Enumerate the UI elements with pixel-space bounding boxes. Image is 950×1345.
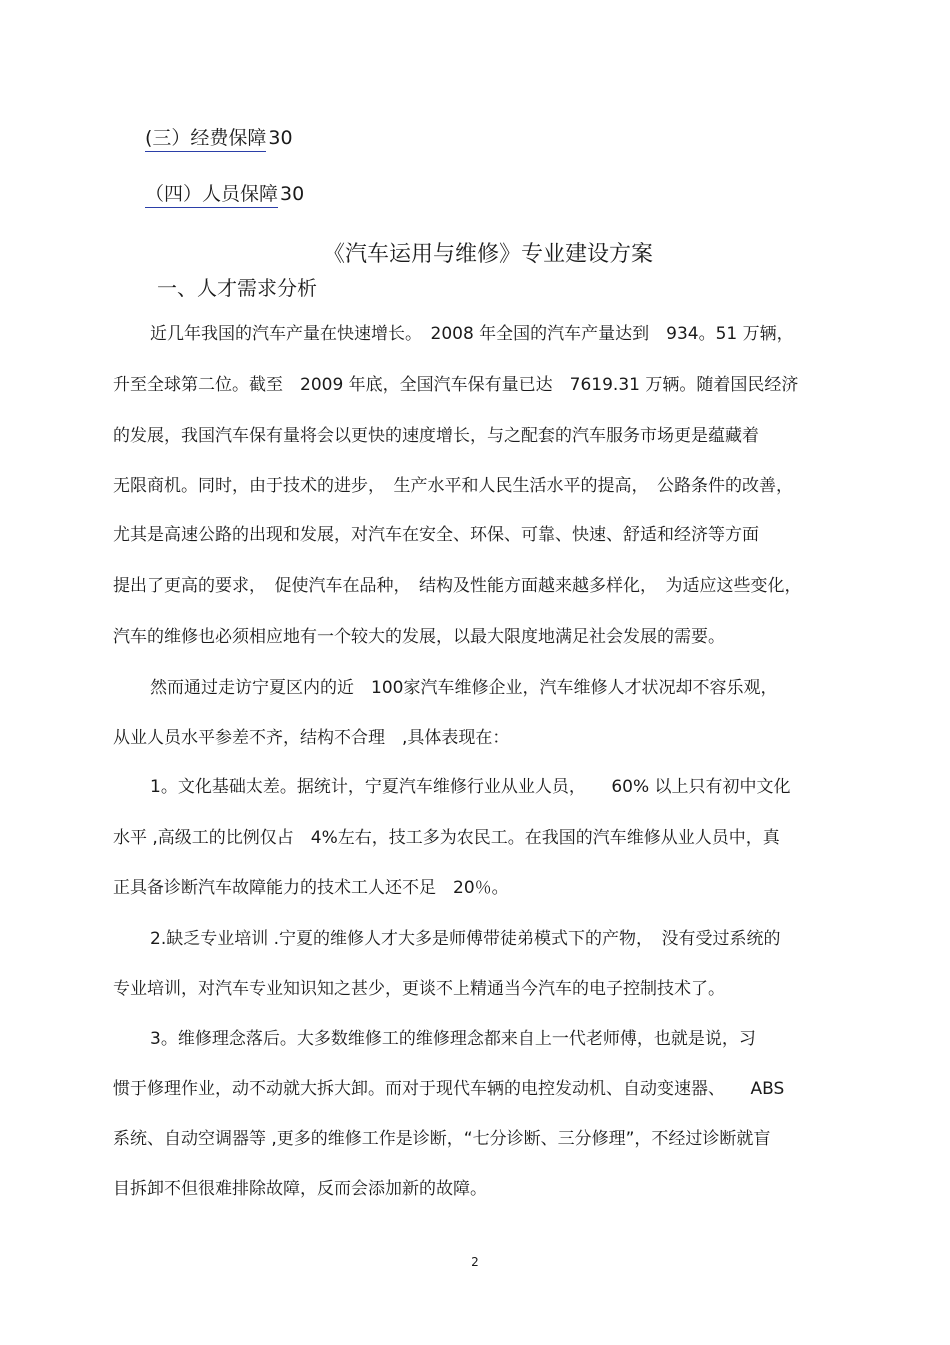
text-line: 目拆卸不但很难排除故障，反而会添加新的故障。 bbox=[113, 1179, 487, 1199]
toc-entry-label[interactable]: (三）经费保障 bbox=[145, 126, 266, 152]
text-line: 惯于修理作业，动不动就大拆大卸。而对于现代车辆的电控发动机、自动变速器、 ABS bbox=[113, 1079, 785, 1099]
toc-entry-personnel[interactable] bbox=[145, 182, 304, 208]
text-line: 1。文化基础太差。据统计，宁夏汽车维修行业从业人员， 60% 以上只有初中文化 bbox=[150, 777, 791, 797]
toc-entry-page: 30 bbox=[268, 127, 293, 149]
text-line: 水平 ,高级工的比例仅占 4%左右，技工多为农民工。在我国的汽车维修从业人员中，真 bbox=[113, 828, 780, 848]
toc-entry-label[interactable]: （四）人员保障 bbox=[145, 182, 278, 208]
text-line: 升至全球第二位。截至 2009 年底，全国汽车保有量已达 7619.31 万辆。随着国民经济 bbox=[113, 375, 799, 395]
text-line: 然而通过走访宁夏区内的近 100家汽车维修企业，汽车维修人才状况却不容乐观， bbox=[150, 678, 778, 698]
document-title: 《汽车运用与维修》专业建设方案 bbox=[322, 242, 653, 267]
text-line: 提出了更高的要求， 促使汽车在品种， 结构及性能方面越来越多样化， 为适应这些变化， bbox=[113, 576, 802, 596]
section-heading: 一、人才需求分析 bbox=[157, 276, 317, 300]
text-line: 2.缺乏专业培训 .宁夏的维修人才大多是师傅带徒弟模式下的产物， 没有受过系统的 bbox=[150, 929, 781, 949]
text-line: 3。维修理念落后。大多数维修工的维修理念都来自上一代老师傅，也就是说，习 bbox=[150, 1029, 756, 1049]
text-line: 专业培训，对汽车专业知识知之甚少，更谈不上精通当今汽车的电子控制技术了。 bbox=[113, 979, 725, 999]
toc-entry-page: 30 bbox=[280, 183, 305, 205]
page-number: 2 bbox=[471, 1255, 479, 1269]
text-line: 尤其是高速公路的出现和发展，对汽车在安全、环保、可靠、快速、舒适和经济等方面 bbox=[113, 525, 759, 545]
text-line: 无限商机。同时，由于技术的进步， 生产水平和人民生活水平的提高， 公路条件的改善， bbox=[113, 476, 793, 496]
text-line: 正具备诊断汽车故障能力的技术工人还不足 20％。 bbox=[113, 878, 509, 898]
text-line: 汽车的维修也必须相应地有一个较大的发展，以最大限度地满足社会发展的需要。 bbox=[113, 627, 725, 647]
toc-entry-funding[interactable] bbox=[145, 126, 293, 152]
text-line: 近几年我国的汽车产量在快速增长。 2008 年全国的汽车产量达到 934。51 万辆， bbox=[150, 324, 794, 344]
text-line: 的发展，我国汽车保有量将会以更快的速度增长，与之配套的汽车服务市场更是蕴藏着 bbox=[113, 426, 759, 446]
text-line: 系统、自动空调器等 ,更多的维修工作是诊断，“七分诊断、三分修理”，不经过诊断就盲 bbox=[113, 1129, 771, 1149]
text-line: 从业人员水平参差不齐，结构不合理 ,具体表现在： bbox=[113, 728, 510, 748]
